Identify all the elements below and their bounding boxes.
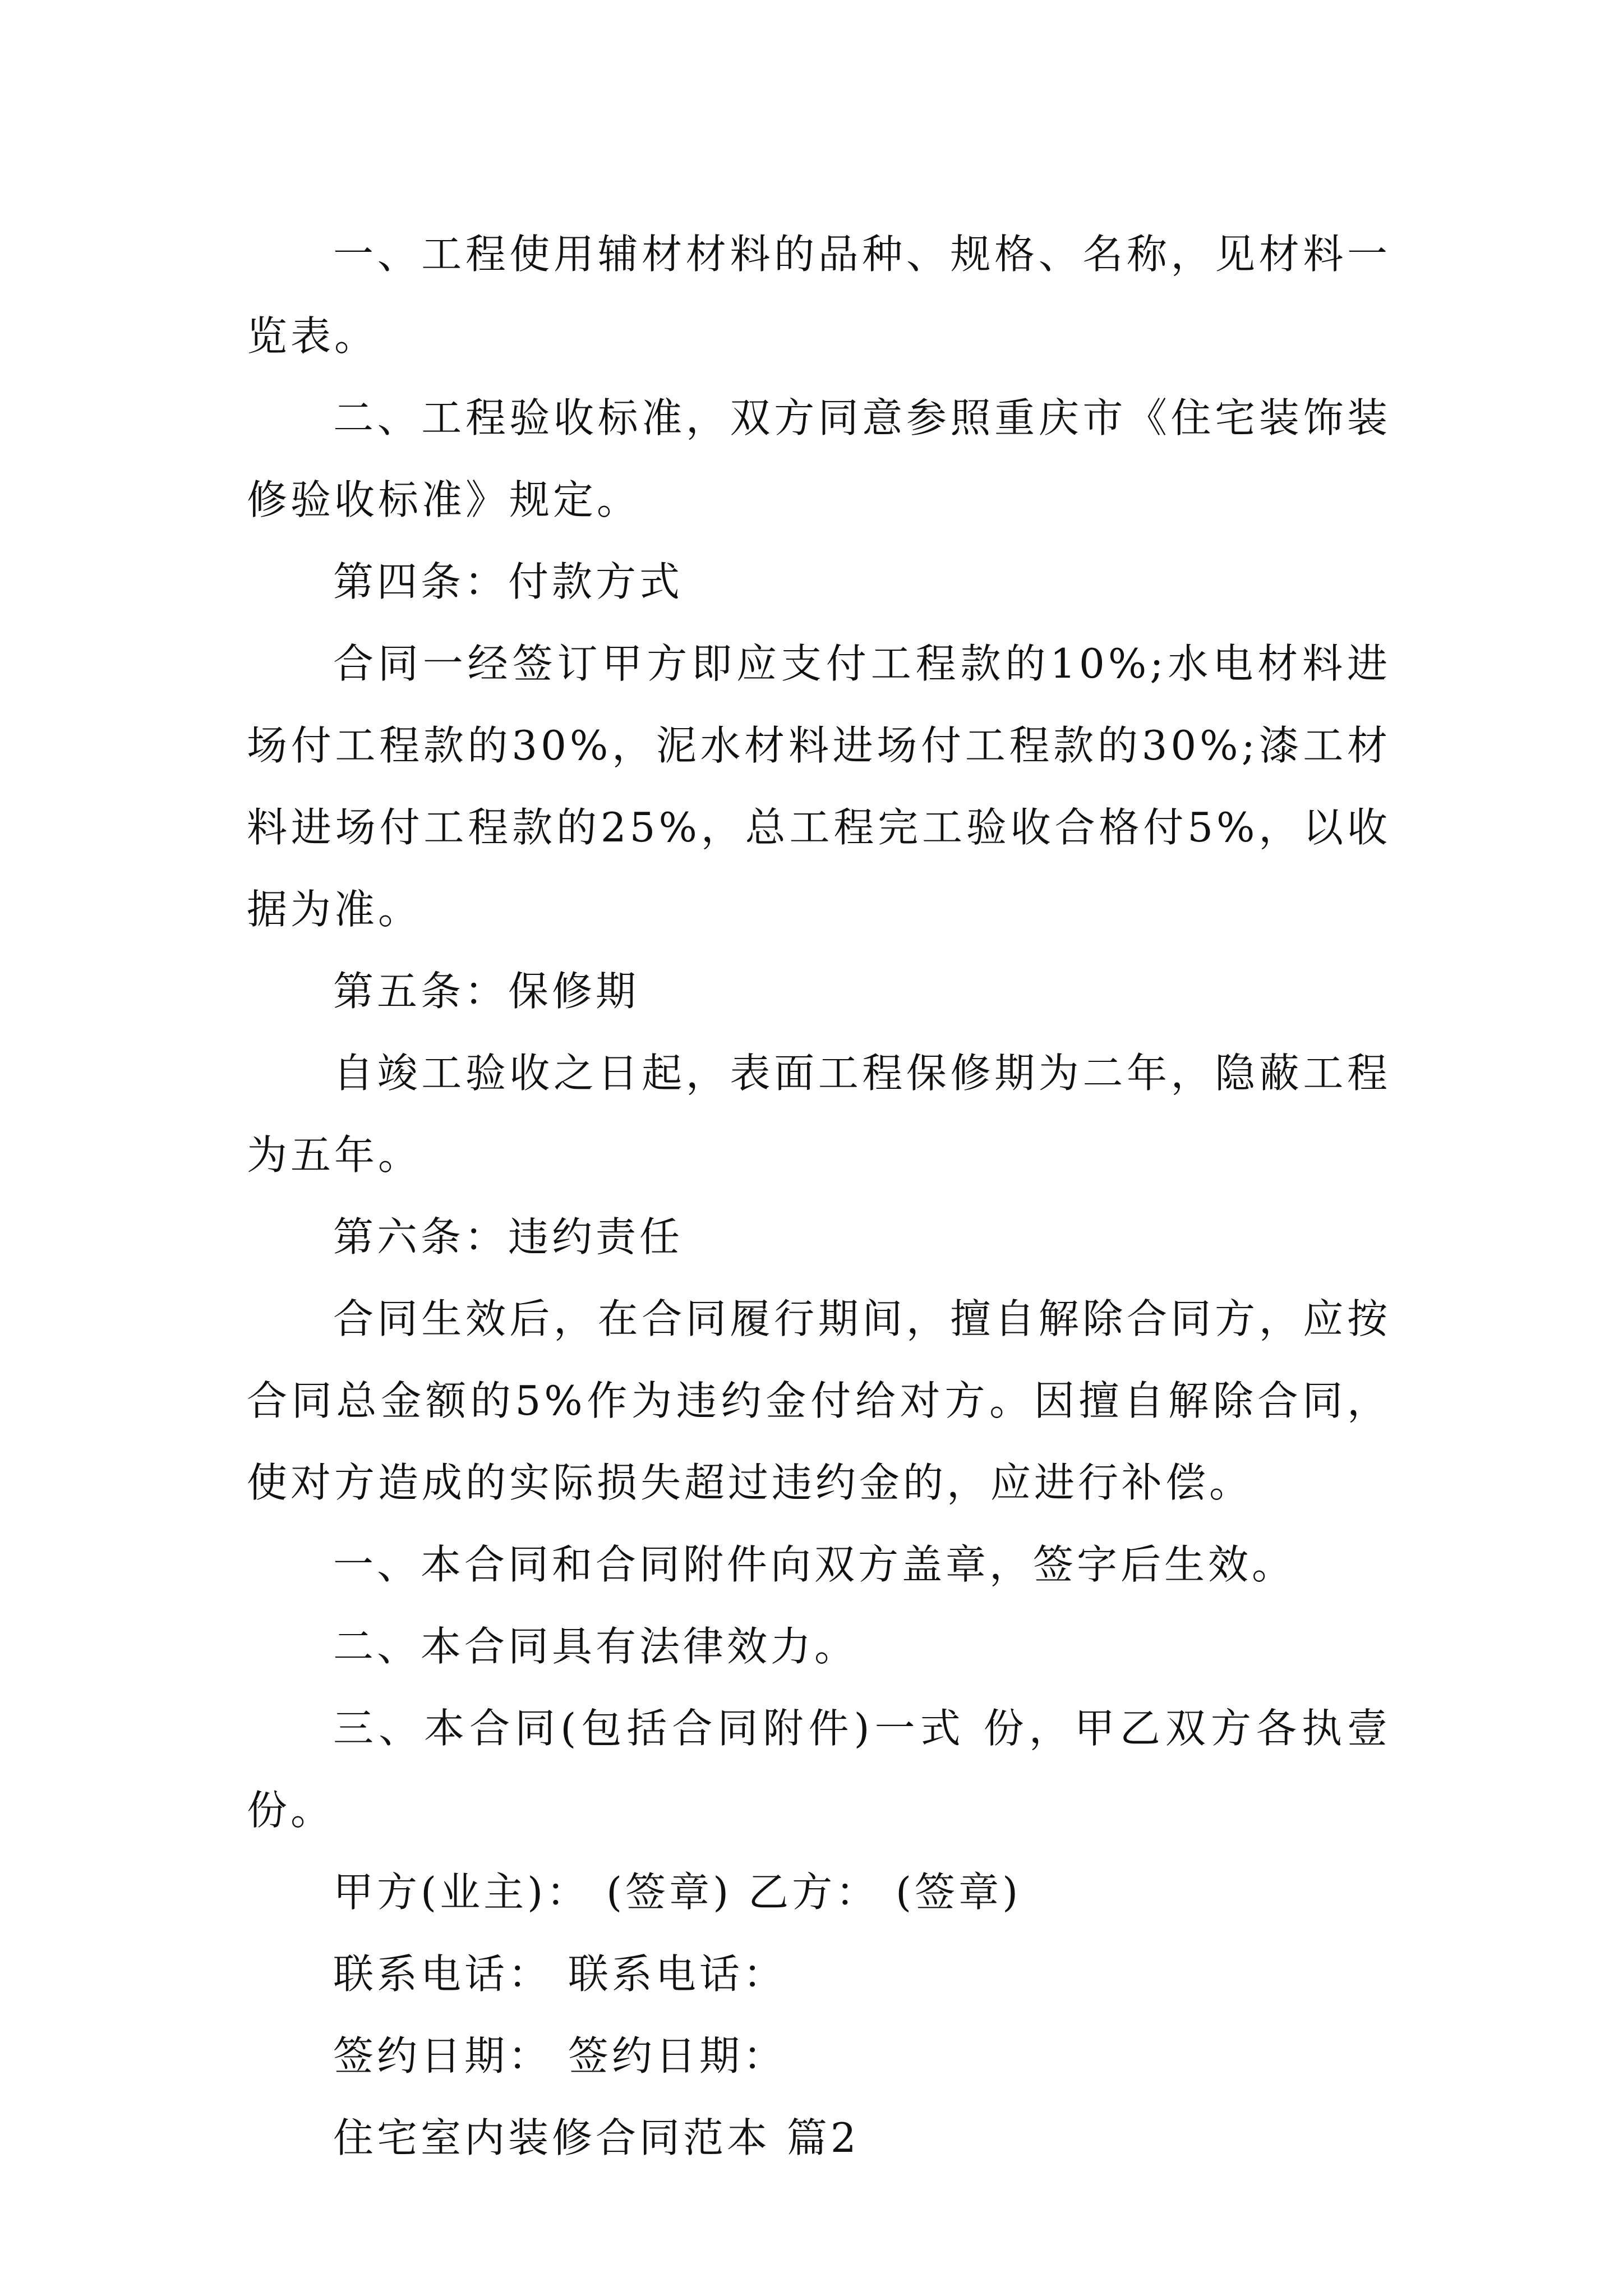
article-6-heading: 第六条：违约责任 <box>333 1213 684 1260</box>
article-5-heading: 第五条：保修期 <box>333 968 640 1015</box>
warranty-paragraph: 自竣工验收之日起，表面工程保修期为二年，隐蔽工程为五年。 <box>247 1050 1391 1179</box>
phone-line: 联系电话： 联系电话： <box>333 1950 787 1998</box>
clause-effective: 一、本合同和合同附件向双方盖章，签字后生效。 <box>333 1541 1296 1588</box>
document-body <box>247 213 1391 2179</box>
clause-copies: 三、本合同(包括合同附件)一式 份，甲乙双方各执壹份。 <box>247 1705 1391 1834</box>
clause-legal-effect: 二、本合同具有法律效力。 <box>333 1623 859 1670</box>
clause-materials-list: 一、工程使用辅材材料的品种、规格、名称，见材料一览表。 <box>247 231 1391 360</box>
date-line: 签约日期： 签约日期： <box>333 2032 787 2079</box>
signature-line: 甲方(业主)： (签章) 乙方： (签章) <box>333 1869 1022 1916</box>
section-title-part-2: 住宅室内装修合同范本 篇2 <box>333 2114 860 2161</box>
article-4-heading: 第四条：付款方式 <box>333 558 684 605</box>
clause-acceptance-standard: 二、工程验收标准，双方同意参照重庆市《住宅装饰装修验收标准》规定。 <box>247 394 1391 523</box>
liability-paragraph: 合同生效后，在合同履行期间，擅自解除合同方，应按合同总金额的5%作为违约金付给对方。因擅自解除合同，使对方造成的实际损失超过违约金的，应进行补偿。 <box>247 1295 1391 1506</box>
payment-terms-paragraph: 合同一经签订甲方即应支付工程款的10%;水电材料进场付工程款的30%，泥水材料进场付工程款的30%;漆工材料进场付工程款的25%，总工程完工验收合格付5%，以收据为准。 <box>247 640 1391 933</box>
